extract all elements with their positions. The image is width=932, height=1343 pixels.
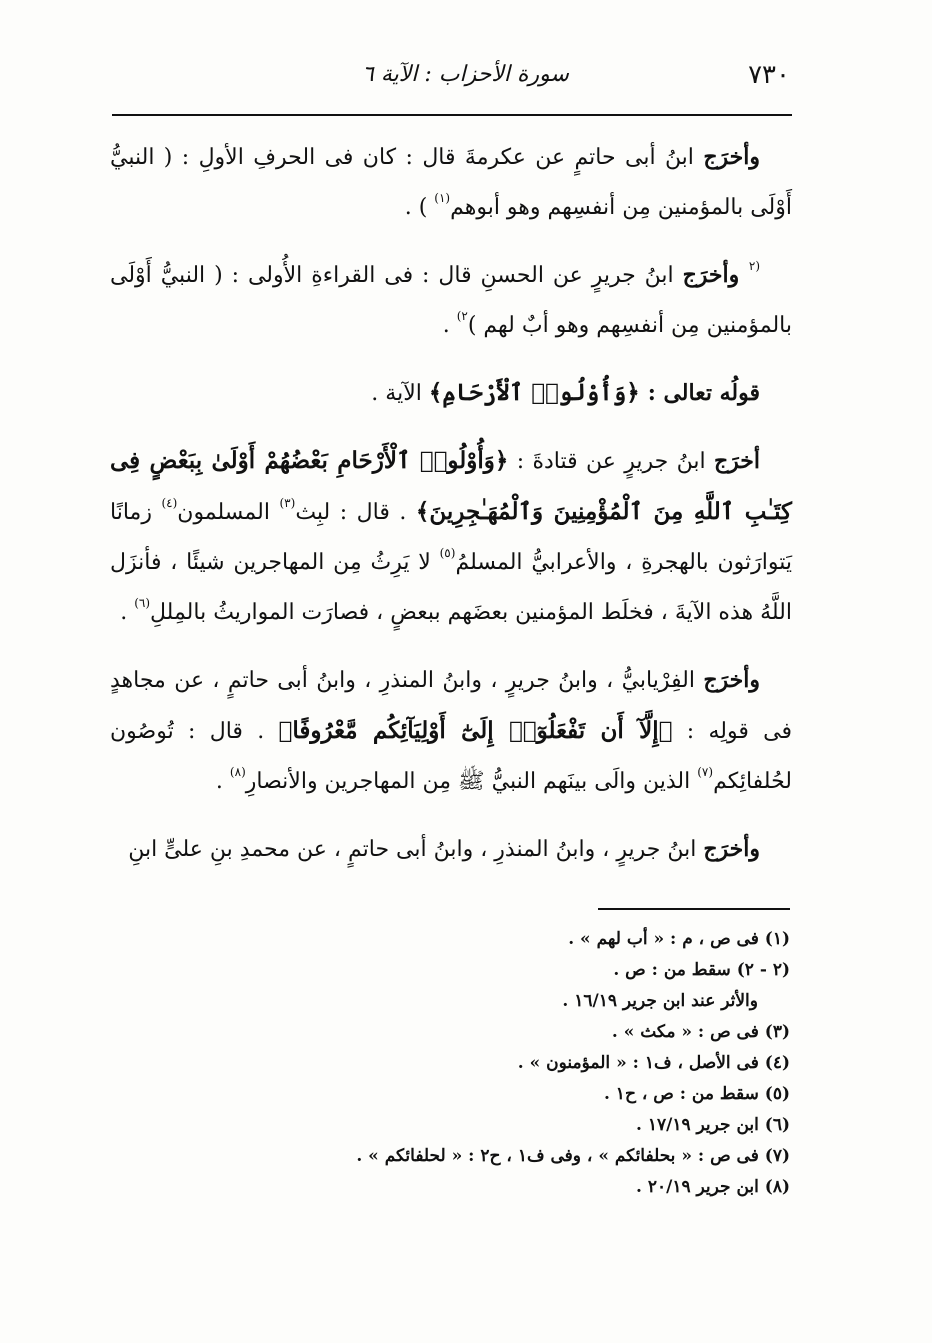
paragraph-text: ابنُ جريرٍ ، وابنُ المنذرِ ، وابنُ أبى حاتمٍ ، عن محمدِ بنِ علىٍّ ابنِ	[128, 837, 704, 862]
paragraph-text: ابنُ أبى حاتمٍ عن عكرمةَ قال : كان فى الحرفِ الأولِ : ( النبيُّ أَوْلَى بالمؤمنين مِن أنفسِهم وهو أبوهم	[110, 145, 792, 220]
main-text	[110, 132, 792, 892]
paragraph-text: الفِرْيابيُّ ، وابنُ جريرٍ ، وابنُ المنذرِ ، وابنُ أبى حاتمٍ ، عن مجاهدٍ فى قولِه :	[110, 668, 793, 744]
quran-verse: ﴿إِلَّآ أَن تَفْعَلُوٓا۟ إِلَىٰٓ أَوْلِيَآئِكُم مَّعْرُوفًا﴾	[278, 717, 673, 744]
footnote-ref: (٤)	[161, 496, 178, 510]
paragraph-6	[110, 824, 792, 875]
footnotes	[320, 924, 790, 1203]
footnote-2: (٢ - ٢) سقط من : ص .	[613, 960, 790, 980]
footnote-ref: (٥)	[439, 546, 456, 560]
footnote-ref: (٨)	[229, 765, 246, 779]
quran-verse: ﴿وَأُوْلُوا۟ ٱلْأَرْحَامِ﴾	[428, 379, 648, 406]
footnote-ref: ٢)	[456, 309, 468, 323]
footnote-7: (٧) فى ص : « بحلفائكم » ، وفى ف١ ، ح٢ : « لحلفائكم » .	[356, 1146, 790, 1166]
paragraph-text: زمانًا يَتوارَثون بالهجرةِ ، والأعرابيُّ المسلمُ	[110, 500, 792, 575]
paragraph-tail: .	[120, 600, 135, 625]
paragraph-3-heading	[110, 368, 792, 419]
paragraph-4	[110, 436, 792, 638]
footnote-5: (٥) سقط من : ص ، ح١ .	[603, 1084, 790, 1104]
paragraph-lead: وأخرَج	[703, 144, 760, 170]
footnote-8: (٨) ابن جرير ٢٠/١٩ .	[636, 1177, 790, 1197]
paragraph-1	[110, 132, 792, 233]
page-number: ٧٣٠	[748, 60, 790, 90]
footnote-2-source: والأثر عند ابن جرير ١٦/١٩ .	[562, 991, 758, 1011]
page-header	[112, 60, 790, 100]
paragraph-text: ابنُ جريرٍ عن الحسنِ قال : فى القراءةِ الأُولى : ( النبيُّ أَوْلَى بالمؤمنين مِن أنفسِهم وهو أبٌ لهم )	[110, 263, 792, 338]
paragraph-lead: وأخرَج	[703, 836, 760, 862]
paragraph-text: ابنُ جريرٍ عن قتادةَ :	[508, 449, 714, 474]
paragraph-5	[110, 655, 792, 807]
paragraph-tail: ) .	[404, 195, 435, 220]
footnote-4: (٤) فى الأصل ، ف١ : « المؤمنون » .	[517, 1053, 790, 1073]
footnote-ref: (٢	[748, 259, 761, 273]
footnote-ref: (٧)	[697, 765, 714, 779]
running-title: سورة الأحزاب : الآية ٦	[362, 62, 569, 87]
quran-verse: ﴿وَأُوْلُوا۟ ٱلْأَرْحَامِ بَعْضُهُمْ أَوْلَىٰ بِبَعْضٍ فِى كِتَـٰبِ ٱللَّهِ مِنَ ٱلْمُؤْمِنِينَ وَٱلْمُهَـٰجِرِينَ﴾	[110, 447, 792, 525]
footnote-rule	[598, 908, 790, 910]
paragraph-lead: أخرَج	[713, 448, 760, 474]
paragraph-text: الذين والَى بينَهم النبيُّ ﷺ مِن المهاجرين والأنصارِ	[245, 769, 698, 794]
paragraph-2	[110, 250, 792, 351]
paragraph-text: المسلمون	[177, 500, 280, 525]
paragraph-text: لا يَرِثُ مِن المهاجرين شيئًا ، فأنزَل اللَّهُ هذه الآيةَ ، فخلَط المؤمنين بعضَهم ببعضٍ ، فصارَت المواريثُ بالمِللِ	[110, 550, 792, 625]
header-rule	[112, 114, 792, 116]
paragraph-tail: الآية .	[371, 381, 429, 406]
paragraph-lead: وأخرَج	[703, 667, 760, 693]
footnote-ref: (١)	[434, 191, 451, 205]
footnote-3: (٣) فى ص : « مكث » .	[611, 1022, 790, 1042]
paragraph-text: . قال : تُوصُون لحُلفائِكم	[110, 719, 792, 794]
paragraph-tail: .	[215, 769, 230, 794]
footnote-6: (٦) ابن جرير ١٧/١٩ .	[636, 1115, 790, 1135]
footnote-ref: (٦)	[134, 596, 151, 610]
paragraph-lead: وأخرَج	[682, 262, 749, 288]
paragraph-text: . قال : لبِث	[295, 500, 416, 525]
section-heading: قولُه تعالى :	[647, 380, 760, 406]
footnote-1: (١) فى ص ، م : « أب لهم » .	[568, 929, 790, 949]
paragraph-tail: .	[442, 313, 457, 338]
footnote-ref: (٣)	[279, 496, 296, 510]
